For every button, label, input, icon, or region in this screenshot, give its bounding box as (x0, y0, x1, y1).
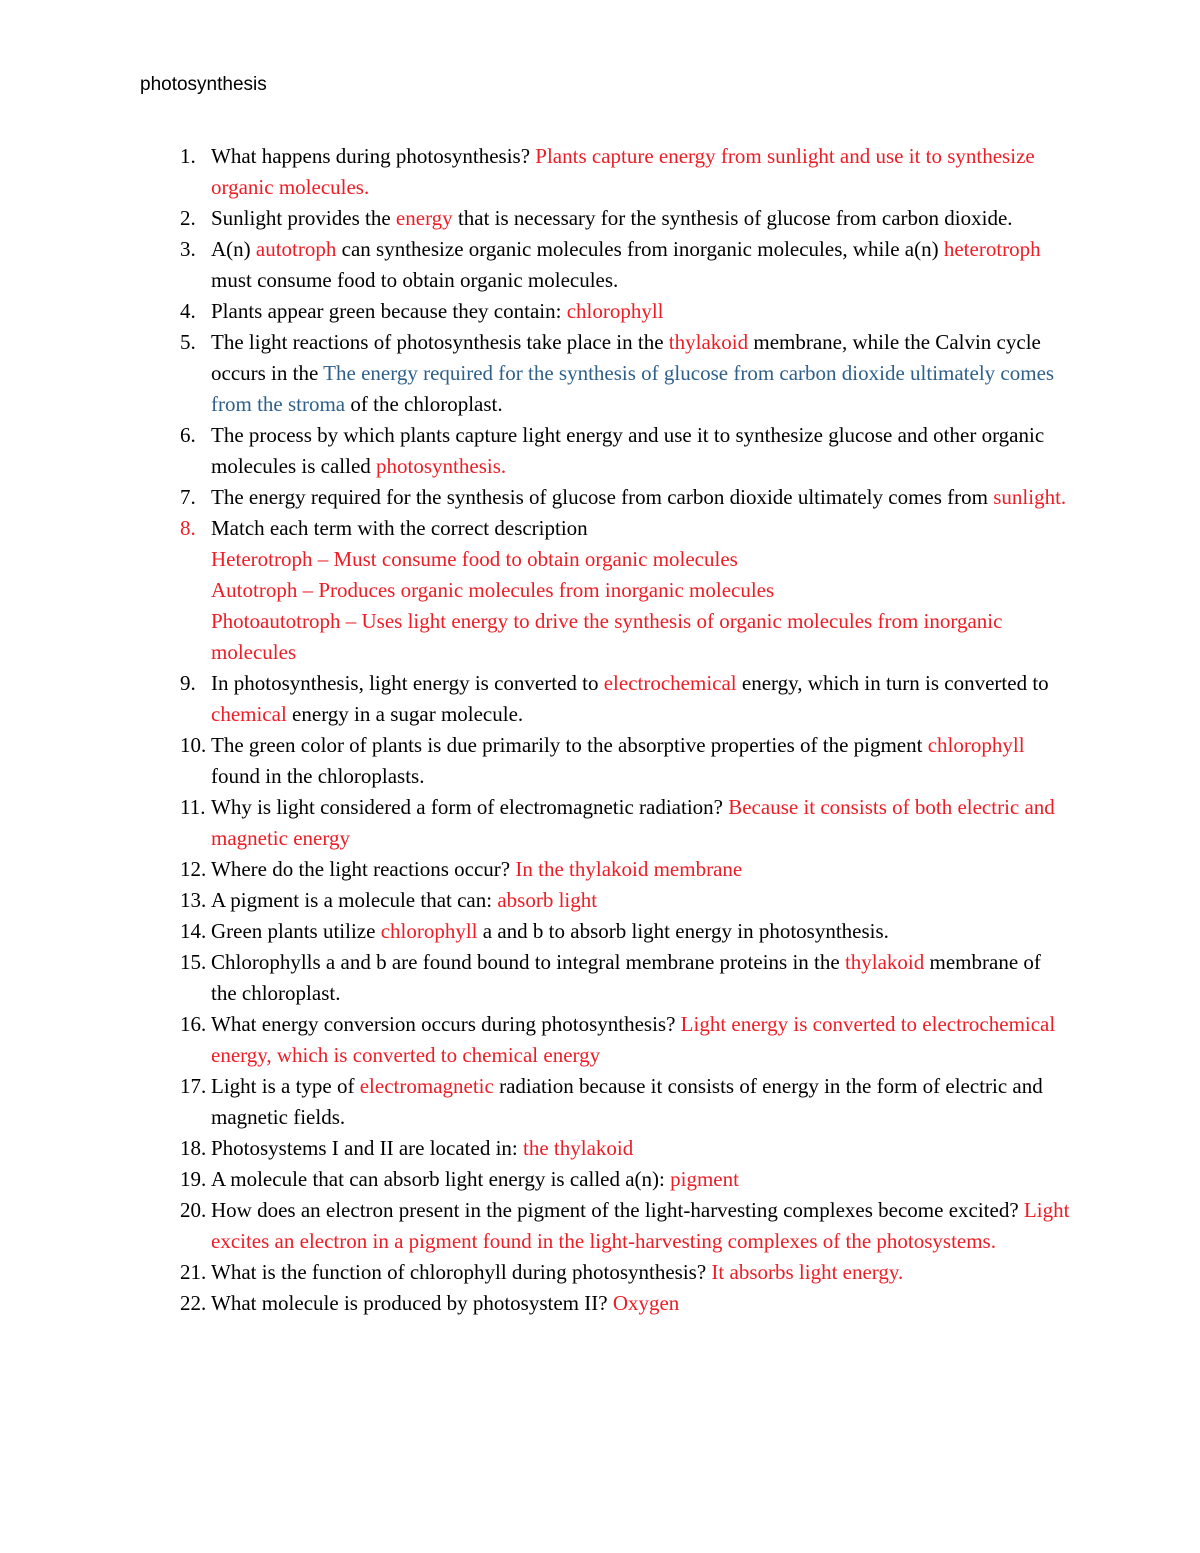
list-item (140, 296, 1070, 327)
item-number: 14. (180, 919, 207, 943)
question-text: Match each term with the correct description (211, 516, 588, 540)
question-text: membrane, while the Calvin cycle occurs in the (211, 330, 1041, 385)
answer-text: chlorophyll (927, 733, 1025, 757)
question-text: membrane of the chloroplast. (211, 950, 1041, 1005)
question-text: What is the function of chlorophyll during photosynthesis? (211, 1260, 712, 1284)
question-text: How does an electron present in the pigment of the light-harvesting complexes become excited? (211, 1198, 1024, 1222)
question-text: What energy conversion occurs during photosynthesis? (211, 1012, 681, 1036)
answer-text: Oxygen (612, 1291, 680, 1315)
answer-text: sunlight. (993, 485, 1067, 509)
item-number: 17. (180, 1074, 207, 1098)
page-title: photosynthesis (140, 74, 267, 95)
item-number: 7. (180, 485, 196, 509)
item-number: 5. (180, 330, 196, 354)
answer-text: thylakoid (668, 330, 749, 354)
list-item (140, 1133, 1070, 1164)
question-text: The energy required for the synthesis of glucose from carbon dioxide ultimately comes from (211, 485, 994, 509)
match-answer: Heterotroph – Must consume food to obtain organic molecules (211, 547, 738, 571)
item-text (211, 327, 1070, 420)
question-text: that is necessary for the synthesis of glucose from carbon dioxide. (452, 206, 1013, 230)
question-text: radiation because it consists of energy in the form of electric and magnetic fields. (211, 1074, 1043, 1129)
question-text: A pigment is a molecule that can: (211, 888, 498, 912)
item-number: 10. (180, 733, 207, 757)
list-item (140, 482, 1070, 513)
list-item (140, 141, 1070, 203)
item-number: 15. (180, 950, 207, 974)
list-item (140, 513, 1070, 668)
item-text (211, 947, 1070, 1009)
list-item (140, 1071, 1070, 1133)
question-text: Sunlight provides the (211, 206, 396, 230)
list-item (140, 420, 1070, 482)
list-item (140, 1009, 1070, 1071)
question-text: energy in a sugar molecule. (286, 702, 524, 726)
question-text: of the chloroplast. (345, 392, 503, 416)
item-text (211, 296, 1070, 327)
answer-text: It absorbs light energy. (711, 1260, 904, 1284)
item-text (211, 792, 1070, 854)
item-text (211, 482, 1070, 513)
answer-text: absorb light (497, 888, 598, 912)
list-item (140, 1257, 1070, 1288)
answer-text: Light excites an electron in a pigment found in the light-harvesting complexes of the photosystems. (211, 1198, 1070, 1253)
item-number: 22. (180, 1291, 207, 1315)
match-answer: Autotroph – Produces organic molecules from inorganic molecules (211, 578, 775, 602)
item-number: 19. (180, 1167, 207, 1191)
question-text: What happens during photosynthesis? (211, 144, 536, 168)
item-text (211, 1164, 1070, 1195)
question-text: A(n) (211, 237, 256, 261)
answer-text: heterotroph (943, 237, 1041, 261)
answer-text: the thylakoid (523, 1136, 634, 1160)
item-text (211, 1195, 1070, 1257)
item-text (211, 420, 1070, 482)
question-text: Why is light considered a form of electromagnetic radiation? (211, 795, 729, 819)
item-text (211, 730, 1070, 792)
list-item (140, 327, 1070, 420)
answer-text: electromagnetic (359, 1074, 494, 1098)
item-number: 1. (180, 144, 196, 168)
item-text (211, 141, 1070, 203)
question-text: Plants appear green because they contain: (211, 299, 567, 323)
item-text (211, 1071, 1070, 1133)
item-number: 8. (180, 516, 196, 540)
question-text: What molecule is produced by photosystem II? (211, 1291, 613, 1315)
question-text: must consume food to obtain organic molecules. (211, 268, 619, 292)
question-text: Photosystems I and II are located in: (211, 1136, 524, 1160)
answer-text: Plants capture energy from sunlight and use it to synthesize organic molecules. (211, 144, 1035, 199)
item-text (211, 234, 1070, 296)
pasted-text: The energy required for the synthesis of glucose from carbon dioxide ultimately comes from the stroma (211, 361, 1055, 416)
answer-text: photosynthesis. (376, 454, 507, 478)
item-text (211, 1257, 1070, 1288)
list-item (140, 885, 1070, 916)
question-text: Light is a type of (211, 1074, 360, 1098)
question-text: can synthesize organic molecules from inorganic molecules, while a(n) (336, 237, 944, 261)
answer-text: In the thylakoid membrane (515, 857, 743, 881)
question-list (140, 141, 1070, 1319)
answer-text: thylakoid (844, 950, 925, 974)
item-text (211, 1133, 1070, 1164)
item-number: 6. (180, 423, 196, 447)
item-number: 18. (180, 1136, 207, 1160)
question-text: Green plants utilize (211, 919, 381, 943)
list-item (140, 730, 1070, 792)
item-text (211, 1009, 1070, 1071)
answer-text: chemical (211, 702, 287, 726)
item-number: 21. (180, 1260, 207, 1284)
answer-text: electrochemical (603, 671, 737, 695)
question-text: The green color of plants is due primarily to the absorptive properties of the pigment (211, 733, 928, 757)
item-number: 20. (180, 1198, 207, 1222)
question-text: Chlorophylls a and b are found bound to integral membrane proteins in the (211, 950, 845, 974)
answer-text: chlorophyll (380, 919, 478, 943)
question-text: a and b to absorb light energy in photosynthesis. (477, 919, 889, 943)
answer-text: chlorophyll (566, 299, 664, 323)
item-number: 2. (180, 206, 196, 230)
item-text (211, 854, 1070, 885)
answer-text: pigment (670, 1167, 739, 1191)
question-text: energy, which in turn is converted to (736, 671, 1049, 695)
list-item (140, 1195, 1070, 1257)
list-item (140, 668, 1070, 730)
item-number: 4. (180, 299, 196, 323)
item-text (211, 513, 1070, 668)
list-item (140, 1164, 1070, 1195)
question-text: The process by which plants capture light energy and use it to synthesize glucose and other organic molecules is called (211, 423, 1045, 478)
list-item (140, 203, 1070, 234)
item-text (211, 203, 1070, 234)
question-text: Where do the light reactions occur? (211, 857, 516, 881)
item-number: 11. (180, 795, 206, 819)
list-item (140, 234, 1070, 296)
item-number: 3. (180, 237, 196, 261)
list-item (140, 947, 1070, 1009)
list-item (140, 1288, 1070, 1319)
item-number: 12. (180, 857, 207, 881)
item-text (211, 885, 1070, 916)
item-number: 13. (180, 888, 207, 912)
item-number: 9. (180, 671, 196, 695)
question-text: A molecule that can absorb light energy is called a(n): (211, 1167, 671, 1191)
question-text: In photosynthesis, light energy is converted to (211, 671, 604, 695)
item-text (211, 1288, 1070, 1319)
question-text: found in the chloroplasts. (211, 764, 425, 788)
answer-text: autotroph (255, 237, 337, 261)
answer-text: Because it consists of both electric and magnetic energy (211, 795, 1055, 850)
answer-text: Light energy is converted to electrochemical energy, which is converted to chemical energy (211, 1012, 1056, 1067)
item-text (211, 916, 1070, 947)
list-item (140, 854, 1070, 885)
item-number: 16. (180, 1012, 207, 1036)
list-item (140, 916, 1070, 947)
list-item (140, 792, 1070, 854)
match-answer: Photoautotroph – Uses light energy to drive the synthesis of organic molecules from inorganic molecules (211, 609, 1003, 664)
question-text: The light reactions of photosynthesis take place in the (211, 330, 669, 354)
item-text (211, 668, 1070, 730)
answer-text: energy (395, 206, 453, 230)
